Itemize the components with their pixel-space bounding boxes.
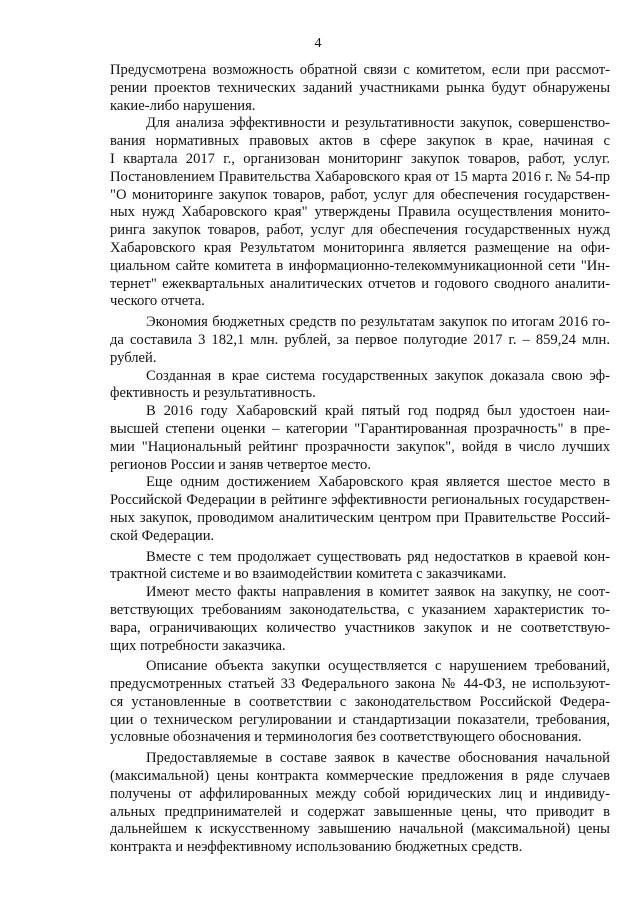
text-line: Созданная в крае система государственных закупок доказала свою эф- — [146, 367, 610, 384]
text-line: Еще одним достижением Хабаровского края является шестое место в — [146, 474, 610, 491]
text-line: Вместе с тем продолжает существовать ряд недостатков в краевой кон- — [146, 548, 610, 565]
text-line: В 2016 году Хабаровский край пятый год подряд был удостоен наи- — [146, 403, 610, 420]
text-line: щих потребности заказчика. — [110, 637, 286, 654]
text-line: циальном сайте комитета в информационно-телекоммуникационной сети "Ин- — [110, 257, 610, 274]
paragraph — [110, 115, 610, 311]
text-line: какие-либо нарушения. — [110, 97, 256, 114]
text-line: ринга закупок товаров, работ, услуг для обеспечения государственных нужд — [110, 222, 610, 239]
paragraph — [110, 474, 610, 545]
paragraph — [110, 62, 610, 115]
text-line: Описание объекта закупки осуществляется с нарушением требований, — [146, 658, 610, 675]
page-number: 4 — [314, 36, 322, 51]
text-line: контракта и неэффективному использованию бюджетных средств. — [110, 839, 523, 856]
text-line: вания нормативных правовых актов в сфере закупок в крае, начиная с — [110, 133, 610, 150]
text-line: ции о техническом регулировании и стандартизации показатели, требования, — [110, 711, 610, 728]
text-line: ческого отчета. — [110, 293, 205, 310]
text-line: альных предпринимателей и содержат завышенные цены, что приводит в — [110, 803, 610, 820]
text-line: вара, ограничивающих количество участников закупок и не соответствую- — [110, 619, 610, 636]
text-line: Предоставляемые в составе заявок в качестве обоснования начальной — [146, 750, 610, 767]
text-line: ных закупок, проводимом аналитическим центром при Правительстве Россий- — [110, 509, 610, 526]
paragraph — [110, 314, 610, 367]
paragraph — [110, 658, 610, 747]
text-line: I квартала 2017 г., организован мониторинг закупок товаров, работ, услуг. — [110, 150, 610, 167]
text-line: Для анализа эффективности и результативности закупок, совершенство- — [146, 115, 610, 132]
paragraph — [110, 750, 610, 857]
text-line: Экономия бюджетных средств по результатам закупок по итогам 2016 го- — [146, 314, 610, 331]
text-line: фективность и результативность. — [110, 385, 316, 402]
text-line: дальнейшем к искусственному завышению начальной (максимальной) цены — [110, 821, 610, 838]
text-line: трактной системе и во взаимодействии комитета с заказчиками. — [110, 566, 507, 583]
paragraph — [110, 368, 610, 404]
text-line: Постановлением Правительства Хабаровского края от 15 марта 2016 г. № 54-пр — [110, 168, 610, 185]
text-line: ся установленные в соответствии с законодательством Российской Федера- — [110, 693, 610, 710]
text-line: Хабаровского края Результатом мониторинга является размещение на офи- — [110, 239, 610, 256]
text-line: регионов России и заняв четвертое место. — [110, 456, 371, 473]
text-line: предусмотренных статьей 33 Федерального закона № 44-ФЗ, не используют- — [110, 676, 610, 693]
text-line: условные обозначения и терминология без соответствующего обоснования. — [110, 729, 582, 746]
text-line: да составила 3 182,1 млн. рублей, за первое полугодие 2017 г. – 859,24 млн. — [110, 331, 610, 348]
document-body — [110, 62, 610, 857]
text-line: Предусмотрена возможность обратной связи с комитетом, если при рассмот- — [110, 62, 610, 78]
text-line: (максимальной) цены контракта коммерческие предложения в ряде случаев — [110, 768, 610, 785]
text-line: "О мониторинге закупок товаров, работ, услуг для обеспечения государствен- — [110, 186, 610, 203]
text-line: рении проектов технических заданий участниками рынка будут обнаружены — [110, 79, 610, 96]
paragraph — [110, 403, 610, 474]
text-line: ской Федерации. — [110, 527, 215, 544]
paragraph — [110, 549, 610, 585]
text-line: ных нужд Хабаровского края" утверждены Правила осуществления монито- — [110, 204, 610, 221]
text-line: Имеют место факты направления в комитет заявок на закупку, не соот- — [146, 584, 610, 601]
paragraph — [110, 584, 610, 655]
text-line: высшей степени оценки – категории "Гарантированная прозрачность" в пре- — [110, 420, 610, 437]
text-line: ветствующих требованиям законодательства, с указанием характеристик то- — [110, 601, 610, 618]
text-line: рублей. — [110, 349, 157, 366]
text-line: получены от аффилированных между собой юридических лиц и индивиду- — [110, 785, 610, 802]
text-line: мии "Национальный рейтинг прозрачности закупок", войдя в число лучших — [110, 438, 610, 455]
text-line: Российской Федерации в рейтинге эффективности региональных государствен- — [110, 492, 610, 509]
text-line: тернет" ежеквартальных аналитических отчетов и годового сводного аналити- — [110, 275, 610, 292]
